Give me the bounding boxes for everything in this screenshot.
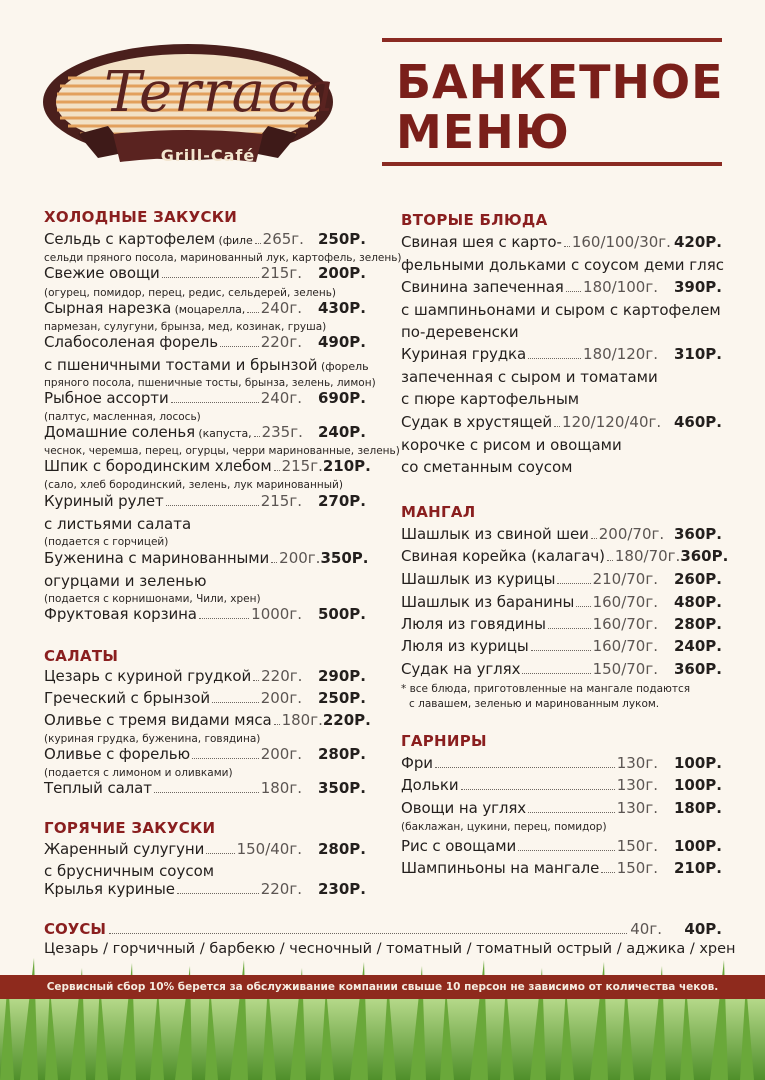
menu-row-warm-salad: Теплый салат 180г. 350Р. — [44, 779, 366, 797]
title-rule-bottom — [382, 162, 722, 166]
cont-chicken-breast-2: с пюре картофельным — [401, 390, 580, 408]
section-sides-title: ГАРНИРЫ — [401, 732, 487, 750]
cont-zander-2: со сметанным соусом — [401, 458, 573, 476]
menu-row-grilled-veg: Овощи на углях 130г. 180Р. — [401, 799, 722, 817]
note-olivier-meat: (куриная грудка, буженина, говядина) — [44, 733, 261, 745]
note-olivier-trout: (подается с лимоном и оливками) — [44, 767, 233, 779]
cont-chicken-breast-1: запеченная с сыром и томатами — [401, 368, 658, 386]
menu-row-mushrooms: Шампиньоны на мангале 150г. 210Р. — [401, 859, 722, 877]
menu-row-zander: Судак в хрустящей 120/120/40г. 460Р. — [401, 413, 722, 431]
note-pork: (подается с корнишонами, Чили, хрен) — [44, 593, 261, 605]
title-line1: БАНКЕТНОЕ — [396, 55, 724, 109]
title-line2: МЕНЮ — [396, 105, 570, 159]
service-charge-band: Сервисный сбор 10% берется за обслуживание компании свыше 10 персон не зависимо от количества чеков. — [0, 975, 765, 999]
menu-row-fish-assorti: Рыбное ассорти 240г. 690Р. — [44, 389, 366, 407]
menu-row-trout: Слабосоленая форель 220г. 490Р. — [44, 333, 366, 351]
menu-row-olivier-meat: Оливье с тремя видами мяса 180г. 220Р. — [44, 711, 371, 729]
menu-row-pickles: Домашние соленья (капуста, 235г. 240Р. — [44, 423, 366, 441]
note-grilled-veg: (баклажан, цукини, перец, помидор) — [401, 821, 607, 833]
note-trout: пряного посола, пшеничные тосты, брынза, зелень, лимон) — [44, 377, 376, 389]
menu-row-fresh-veg: Свежие овощи 215г. 200Р. — [44, 264, 366, 282]
note-pickles: чеснок, черемша, перец, огурцы, черри маринованные, зелень) — [44, 445, 400, 457]
menu-row-shashlik-lamb: Шашлык из баранины 160/70г. 480Р. — [401, 593, 722, 611]
menu-row-wings: Крылья куриные 220г. 230Р. — [44, 880, 366, 898]
menu-row-zander-grill: Судак на углях 150/70г. 360Р. — [401, 660, 722, 678]
menu-row-lard: Шпик с бородинским хлебом 215г. 210Р. — [44, 457, 371, 475]
menu-row-wedges: Дольки 130г. 100Р. — [401, 776, 722, 794]
note-fish-assorti: (палтус, масленная, лосось) — [44, 411, 201, 423]
menu-row-pork: Буженина с маринованными 200г. 350Р. — [44, 549, 369, 567]
menu-row-fruit: Фруктовая корзина 1000г. 500Р. — [44, 605, 366, 623]
sauces-row: СОУСЫ 40г. 40Р. — [44, 920, 722, 938]
menu-row-cheese: Сырная нарезка (моцарелла, 240г. 430Р. — [44, 299, 366, 317]
menu-row-koreika: Свиная корейка (калагач) 180/70г. 360Р. — [401, 547, 729, 565]
menu-row-rice: Рис с овощами 150г. 100Р. — [401, 837, 722, 855]
cont-chicken-roll: с листьями салата — [44, 515, 192, 533]
menu-row-baked-pork: Свинина запеченная 180/100г. 390Р. — [401, 278, 722, 296]
page-title — [382, 38, 722, 166]
section-cold-title: ХОЛОДНЫЕ ЗАКУСКИ — [44, 208, 238, 226]
sauce-list: Цезарь / горчичный / барбекю / чесночный / томатный / томатный острый / аджика / хрен — [44, 941, 736, 957]
menu-row-suluguni: Жаренный сулугуни 150/40г. 280Р. — [44, 840, 366, 858]
cont-trout: с пшеничными тостами и брынзой (форель — [44, 356, 369, 374]
note-chicken-roll: (подается с горчицей) — [44, 536, 169, 548]
menu-row-caesar: Цезарь с куриной грудкой 220г. 290Р. — [44, 667, 366, 685]
note-lard: (сало, хлеб бородинский, зелень, лук маринованный) — [44, 479, 343, 491]
section-grill-title: МАНГАЛ — [401, 503, 476, 521]
cont-pork: огурцами и зеленью — [44, 572, 207, 590]
note-herring: сельди пряного посола, маринованный лук, картофель, зелень) — [44, 252, 402, 264]
menu-row-pork-neck: Свиная шея с карто- 160/100/30г. 420Р. — [401, 233, 722, 251]
cont-baked-pork-1: с шампиньонами и сыром с картофелем — [401, 301, 721, 319]
menu-row-lula-chicken: Люля из курицы 160/70г. 240Р. — [401, 637, 722, 655]
title-rule-top — [382, 38, 722, 42]
cont-baked-pork-2: по-деревенски — [401, 323, 519, 341]
menu-row-greek: Греческий с брынзой 200г. 250Р. — [44, 689, 366, 707]
menu-row-shashlik-chicken: Шашлык из курицы 210/70г. 260Р. — [401, 570, 722, 588]
cont-suluguni: с брусничным соусом — [44, 862, 215, 880]
menu-row-fries: Фри 130г. 100Р. — [401, 754, 722, 772]
section-hot-title: ГОРЯЧИЕ ЗАКУСКИ — [44, 819, 216, 837]
terraca-logo — [38, 34, 338, 184]
note-grill-1: * все блюда, приготовленные на мангале подаются — [401, 683, 691, 695]
section-sauces-title: СОУСЫ — [44, 920, 106, 938]
logo-banner-text: Grill-Café — [160, 146, 256, 165]
section-mains-title: ВТОРЫЕ БЛЮДА — [401, 211, 548, 229]
cont-pork-neck: фельными дольками с соусом деми гляс — [401, 256, 725, 274]
note-grill-2: с лавашем, зеленью и маринованным луком. — [409, 698, 660, 710]
menu-row-lula-beef: Люля из говядины 160/70г. 280Р. — [401, 615, 722, 633]
menu-row-olivier-trout: Оливье с форелью 200г. 280Р. — [44, 745, 366, 763]
menu-row-chicken-roll: Куриный рулет 215г. 270Р. — [44, 492, 366, 510]
cont-zander-1: корочке с рисом и овощами — [401, 436, 622, 454]
menu-row-chicken-breast: Куриная грудка 180/120г. 310Р. — [401, 345, 722, 363]
menu-row-herring: Сельдь с картофелем (филе 265г. 250Р. — [44, 230, 366, 248]
note-fresh-veg: (огурец, помидор, перец, редис, сельдерей, зелень) — [44, 287, 337, 299]
logo-script-text: Terraca — [104, 60, 336, 125]
note-cheese: пармезан, сулугуни, брынза, мед, козинак, груша) — [44, 321, 327, 333]
section-salads-title: САЛАТЫ — [44, 647, 119, 665]
menu-row-shashlik-pork: Шашлык из свиной шеи 200/70г. 360Р. — [401, 525, 722, 543]
